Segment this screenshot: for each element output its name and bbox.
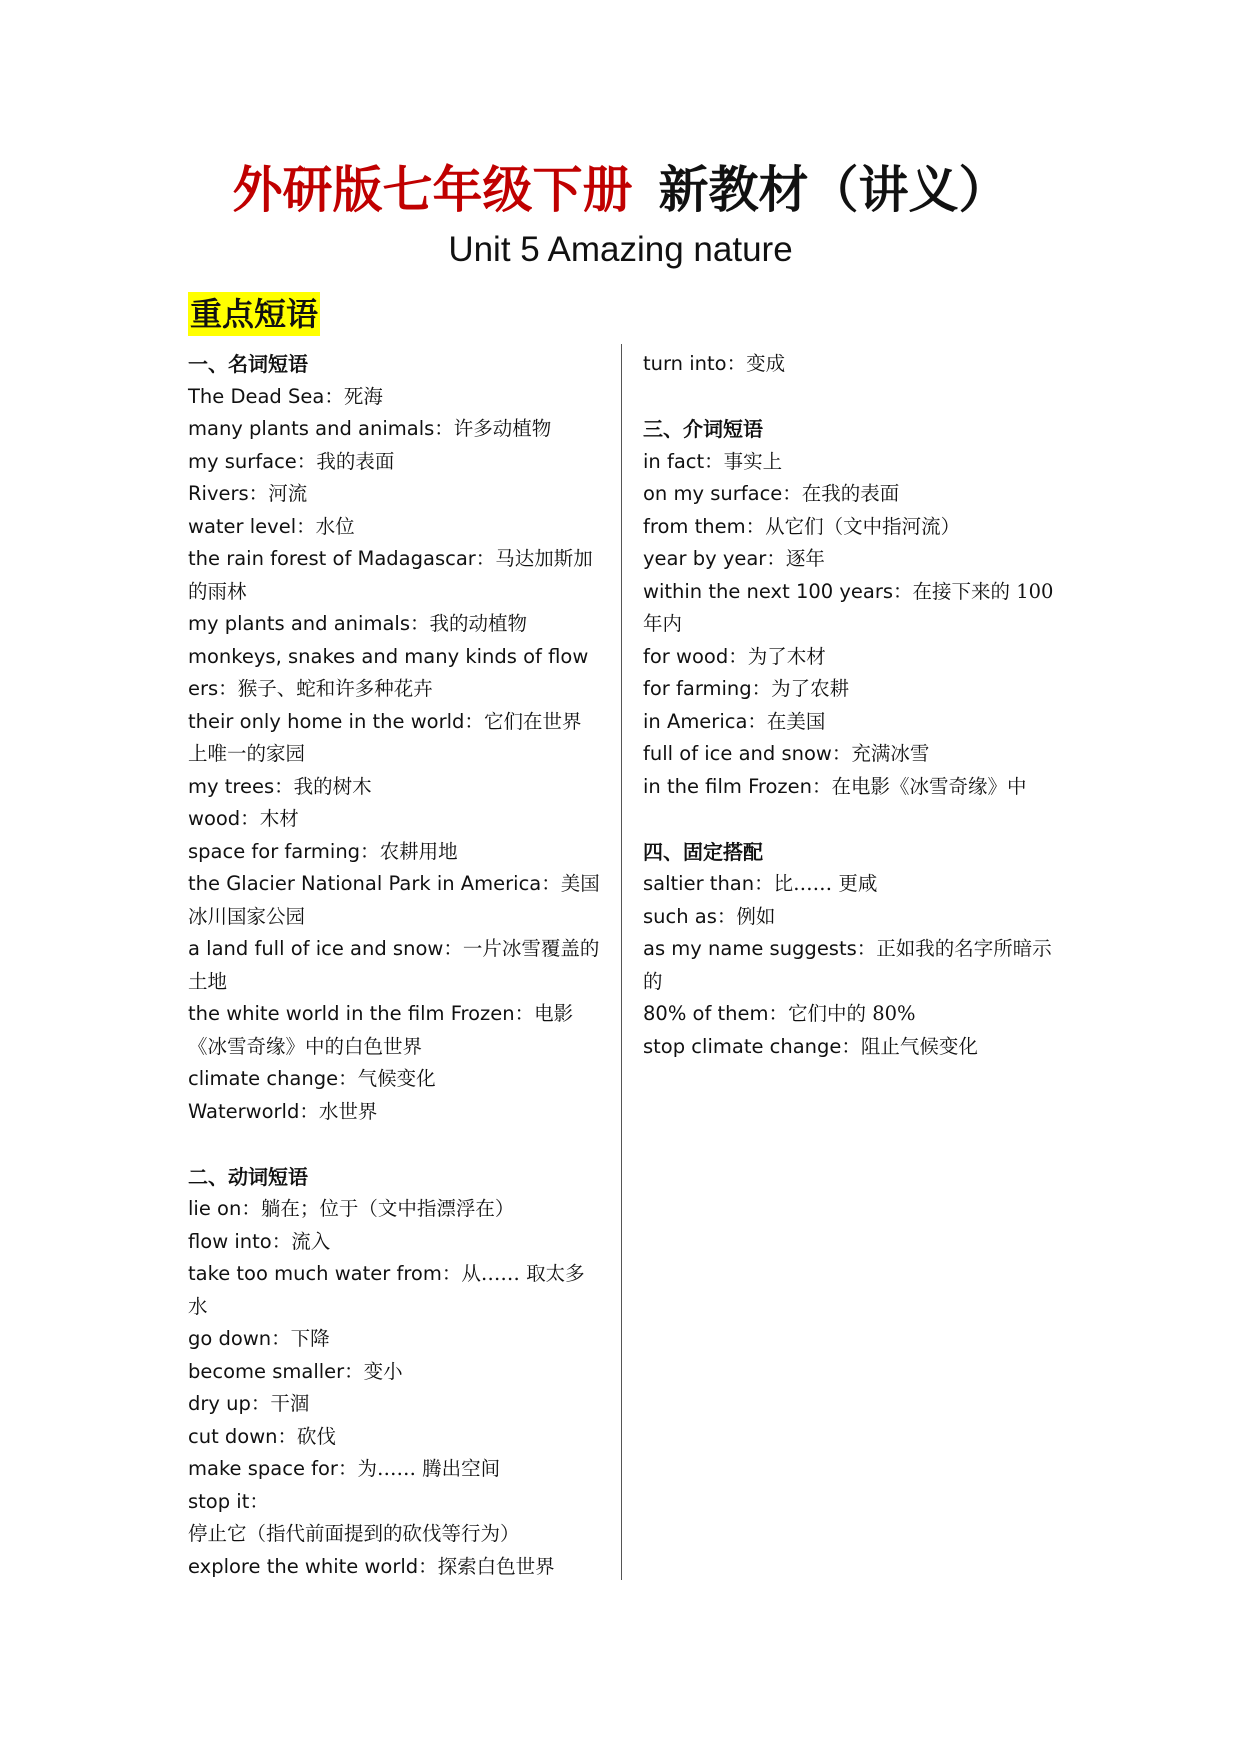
- section-heading-key-phrases: 重点短语: [188, 292, 320, 336]
- phrase-entry: [188, 641, 600, 706]
- subsection-heading: 一、名词短语: [188, 352, 308, 376]
- phrase-entry: [188, 381, 600, 414]
- phrase-english: from them：: [643, 514, 766, 538]
- phrase-chinese: 猴子、蛇和许多种花卉: [237, 677, 433, 700]
- phrase-entry: [188, 1356, 600, 1389]
- phrase-english: cut down：: [188, 1424, 298, 1448]
- phrase-chinese: 在接下来的 100 年内: [643, 579, 1054, 635]
- phrase-chinese: 停止它（指代前面提到的砍伐等行为）: [188, 1522, 520, 1545]
- phrase-english: turn into：: [643, 352, 747, 375]
- phrase-chinese: 河流: [268, 482, 308, 505]
- phrase-english: for farming：: [643, 677, 772, 700]
- phrase-entry: [188, 1258, 600, 1323]
- phrase-chinese: 变小: [363, 1359, 403, 1383]
- phrase-entry: [643, 868, 1055, 901]
- phrase-english: a land full of ice and snow：: [188, 937, 463, 960]
- phrase-entry: [188, 511, 600, 544]
- phrase-entry: [188, 1226, 600, 1259]
- phrase-entry: [188, 478, 600, 511]
- phrase-english: saltier than：: [643, 872, 774, 895]
- phrase-entry: [188, 1421, 600, 1454]
- phrase-entry: [188, 1486, 600, 1551]
- phrase-entry: [643, 738, 1055, 771]
- phrase-entry: [643, 641, 1055, 674]
- phrase-chinese: 例如: [736, 904, 776, 928]
- phrase-entry: [188, 1453, 600, 1486]
- phrase-entry: [643, 771, 1055, 804]
- phrase-chinese: 美国冰川国家公园: [188, 872, 600, 928]
- phrase-entry: [188, 413, 600, 446]
- phrase-entry: [188, 706, 600, 771]
- phrase-english: flow into：: [188, 1229, 292, 1253]
- phrase-english: space for farming：: [188, 839, 380, 863]
- phrase-chinese: 为了农耕: [771, 677, 850, 700]
- phrase-english: as my name suggests：: [643, 937, 877, 960]
- phrase-chinese: 探索白色世界: [437, 1554, 555, 1578]
- phrase-english: make space for：: [188, 1457, 358, 1480]
- phrase-chinese: 许多动植物: [453, 417, 552, 440]
- phrase-chinese: 我的动植物: [429, 612, 527, 635]
- left-column: [188, 348, 600, 1583]
- phrase-english: go down：: [188, 1327, 291, 1350]
- phrase-entry: [188, 1096, 600, 1129]
- phrase-chinese: 水位: [315, 514, 355, 538]
- phrase-entry: [643, 576, 1055, 641]
- phrase-english: take too much water from：: [188, 1262, 462, 1285]
- phrase-entry: [188, 1323, 600, 1356]
- subsection-heading: 二、动词短语: [188, 1164, 308, 1189]
- phrase-english: such as：: [643, 904, 737, 928]
- phrase-chinese: 正如我的名字所暗示的: [643, 937, 1052, 993]
- phrase-entry: [643, 446, 1055, 479]
- phrase-english: climate change：: [188, 1067, 358, 1090]
- phrase-english: stop it：: [188, 1489, 269, 1513]
- phrase-chinese: 在我的表面: [801, 482, 900, 505]
- column-divider: [621, 344, 622, 1580]
- phrase-entry: [643, 543, 1055, 576]
- phrase-english: monkeys, snakes and many kinds of flowers：: [188, 644, 589, 700]
- title-black-part: 新教材（讲义）: [658, 160, 1009, 219]
- phrase-chinese: 水世界: [318, 1099, 378, 1123]
- phrase-english: water level：: [188, 514, 316, 538]
- phrase-chinese: 木材: [259, 807, 299, 830]
- phrase-entry: [643, 933, 1055, 998]
- subsection-heading: 四、固定搭配: [643, 839, 763, 864]
- phrase-entry: [188, 1388, 600, 1421]
- phrase-english: in fact：: [643, 449, 724, 473]
- phrase-entry: [643, 348, 1055, 381]
- phrase-english: lie on：: [188, 1197, 261, 1220]
- phrase-entry: [188, 998, 600, 1063]
- phrase-entry: [188, 446, 600, 479]
- phrase-entry: [188, 1193, 600, 1226]
- phrase-chinese: 比…… 更咸: [773, 872, 878, 895]
- phrase-entry: [188, 836, 600, 869]
- phrase-chinese: 躺在；位于（文中指漂浮在）: [260, 1197, 515, 1220]
- phrase-entry: [643, 998, 1055, 1031]
- phrase-english: on my surface：: [643, 482, 802, 505]
- phrase-english: stop climate change：: [643, 1034, 861, 1058]
- phrase-entry: [643, 511, 1055, 544]
- phrase-chinese: 在电影《冰雪奇缘》中: [831, 774, 1027, 798]
- phrase-chinese: 下降: [290, 1327, 330, 1350]
- phrase-english: 80% of them：: [643, 1002, 789, 1025]
- phrase-english: for wood：: [643, 644, 748, 668]
- phrase-chinese: 事实上: [723, 449, 783, 473]
- phrase-entry: [188, 608, 600, 641]
- phrase-chinese: 它们中的 80%: [788, 1002, 916, 1025]
- phrase-entry: [188, 803, 600, 836]
- phrase-entry: [188, 1551, 600, 1584]
- phrase-english: the Glacier National Park in America：: [188, 872, 561, 895]
- phrase-chinese: 变成: [746, 352, 786, 375]
- phrase-english: many plants and animals：: [188, 417, 454, 440]
- phrase-entry: [643, 478, 1055, 511]
- phrase-english: within the next 100 years：: [643, 579, 913, 603]
- phrase-chinese: 干涸: [270, 1392, 310, 1415]
- phrase-chinese: 一片冰雪覆盖的土地: [188, 937, 600, 993]
- phrase-english: explore the white world：: [188, 1554, 438, 1578]
- phrase-chinese: 阻止气候变化: [860, 1034, 978, 1058]
- phrase-entry: [643, 706, 1055, 739]
- phrase-chinese: 气候变化: [357, 1067, 436, 1090]
- phrase-english: become smaller：: [188, 1359, 364, 1383]
- phrase-chinese: 电影《冰雪奇缘》中的白色世界: [188, 1002, 574, 1058]
- phrase-chinese: 逐年: [785, 547, 825, 570]
- phrase-chinese: 它们在世界上唯一的家园: [188, 709, 582, 765]
- phrase-english: my plants and animals：: [188, 612, 430, 635]
- phrase-chinese: 充满冰雪: [851, 742, 930, 765]
- phrase-chinese: 在美国: [766, 709, 826, 733]
- document-title: [0, 158, 1241, 222]
- phrase-english: dry up：: [188, 1392, 271, 1415]
- section-spacer: [188, 1128, 600, 1161]
- phrase-english: the rain forest of Madagascar：: [188, 547, 496, 570]
- section-spacer: [643, 381, 1055, 414]
- phrase-english: full of ice and snow：: [643, 742, 852, 765]
- phrase-entry: [188, 1063, 600, 1096]
- phrase-chinese: 农耕用地: [379, 839, 458, 863]
- phrase-chinese: 马达加斯加的雨林: [188, 547, 593, 603]
- unit-subtitle: Unit 5 Amazing nature: [448, 230, 793, 269]
- phrase-entry: [643, 673, 1055, 706]
- phrase-english: wood：: [188, 807, 260, 830]
- phrase-english: Rivers：: [188, 482, 269, 505]
- right-column: [643, 348, 1055, 1063]
- phrase-chinese: 为了木材: [747, 644, 826, 668]
- phrase-entry: [188, 771, 600, 804]
- phrase-chinese: 我的表面: [316, 449, 395, 473]
- phrase-entry: [188, 933, 600, 998]
- phrase-entry: [643, 1031, 1055, 1064]
- phrase-entry: [188, 543, 600, 608]
- phrase-entry: [188, 868, 600, 933]
- phrase-chinese: 砍伐: [297, 1424, 337, 1448]
- phrase-entry: [643, 901, 1055, 934]
- phrase-english: my trees：: [188, 774, 294, 798]
- phrase-chinese: 为…… 腾出空间: [357, 1457, 501, 1480]
- phrase-chinese: 我的树木: [293, 774, 372, 798]
- phrase-english: in the film Frozen：: [643, 774, 832, 798]
- section-spacer: [643, 803, 1055, 836]
- phrase-english: The Dead Sea：: [188, 384, 344, 408]
- phrase-english: my surface：: [188, 449, 317, 473]
- phrase-chinese: 从…… 取太多水: [188, 1262, 585, 1318]
- phrase-chinese: 流入: [291, 1229, 331, 1253]
- phrase-english: their only home in the world：: [188, 709, 484, 733]
- phrase-english: in America：: [643, 709, 767, 733]
- phrase-chinese: 死海: [343, 384, 383, 408]
- phrase-english: year by year：: [643, 547, 786, 570]
- phrase-english: Waterworld：: [188, 1099, 319, 1123]
- subsection-heading: 三、介词短语: [643, 417, 763, 441]
- title-red-part: 外研版七年级下册: [232, 160, 633, 219]
- phrase-english: the white world in the film Frozen：: [188, 1002, 535, 1025]
- phrase-chinese: 从它们（文中指河流）: [765, 514, 961, 538]
